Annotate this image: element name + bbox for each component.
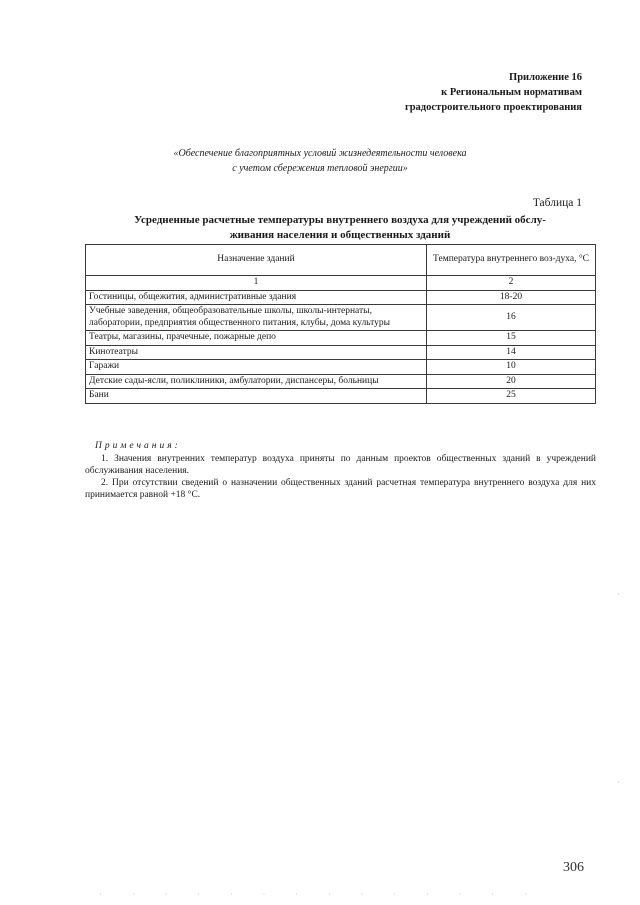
table-row — [86, 360, 596, 375]
subject-line2: с учетом сбережения тепловой энергии» — [232, 163, 408, 174]
document-subject — [80, 146, 560, 176]
temperature-cell: 15 — [427, 331, 596, 346]
subject-line1: «Обеспечение благоприятных условий жизнедеятельности человека — [173, 148, 467, 159]
appendix-title: Приложение 16 — [509, 72, 582, 83]
table-row — [86, 305, 596, 331]
scan-artifact-dots: · · · · · · · · · · · · · · — [99, 890, 541, 899]
table-title-line2: живания населения и общественных зданий — [229, 229, 451, 241]
temperature-cell: 20 — [427, 374, 596, 389]
table-row — [86, 374, 596, 389]
notes-title: Примечания: — [95, 441, 181, 451]
temperature-cell: 14 — [427, 345, 596, 360]
scan-artifact-mark: · — [617, 778, 620, 787]
appendix-line2: к Региональным нормативам — [441, 87, 582, 98]
building-purpose-cell: Учебные заведения, общеобразовательные школы, школы-интернаты, лаборатории, предприятия общественного питания, клубы, дома культуры — [86, 305, 427, 331]
temperature-cell: 25 — [427, 389, 596, 404]
column-number: 1 — [86, 276, 427, 291]
table-label: Таблица 1 — [532, 197, 582, 209]
column-number: 2 — [427, 276, 596, 291]
building-purpose-cell: Детские сады-ясли, поликлиники, амбулатории, диспансеры, больницы — [86, 374, 427, 389]
building-purpose-cell: Кинотеатры — [86, 345, 427, 360]
note-item: 1. Значения внутренних температур воздуха приняты по данным проектов общественных зданий в учреждений обслуживания населения. — [85, 454, 596, 476]
scan-artifact-mark: · — [617, 590, 620, 599]
table-title — [84, 213, 596, 243]
column-header-temperature: Температура внутреннего воз-духа, °С — [427, 245, 596, 276]
building-purpose-cell: Гаражи — [86, 360, 427, 375]
table-row — [86, 389, 596, 404]
note-item: 2. При отсутствии сведений о назначении общественных зданий расчетная температура внутреннего воздуха для них принимается равной +18 °С. — [85, 478, 596, 500]
temperature-table — [85, 244, 596, 404]
column-header-purpose: Назначение зданий — [86, 245, 427, 276]
appendix-line3: градостроительного проектирования — [404, 102, 582, 113]
building-purpose-cell: Бани — [86, 389, 427, 404]
temperature-cell: 16 — [427, 305, 596, 331]
table-row — [86, 331, 596, 346]
page-number: 306 — [563, 860, 584, 875]
building-purpose-cell: Гостиницы, общежития, административные здания — [86, 290, 427, 305]
temperature-cell: 18-20 — [427, 290, 596, 305]
table-header-row — [86, 245, 596, 276]
temperature-cell: 10 — [427, 360, 596, 375]
table-row — [86, 290, 596, 305]
appendix-header — [405, 70, 582, 115]
notes-section — [85, 440, 596, 501]
column-number-row — [86, 276, 596, 291]
building-purpose-cell: Театры, магазины, прачечные, пожарные депо — [86, 331, 427, 346]
table-title-line1: Усредненные расчетные температуры внутреннего воздуха для учреждений обслу- — [134, 214, 546, 226]
table-row — [86, 345, 596, 360]
